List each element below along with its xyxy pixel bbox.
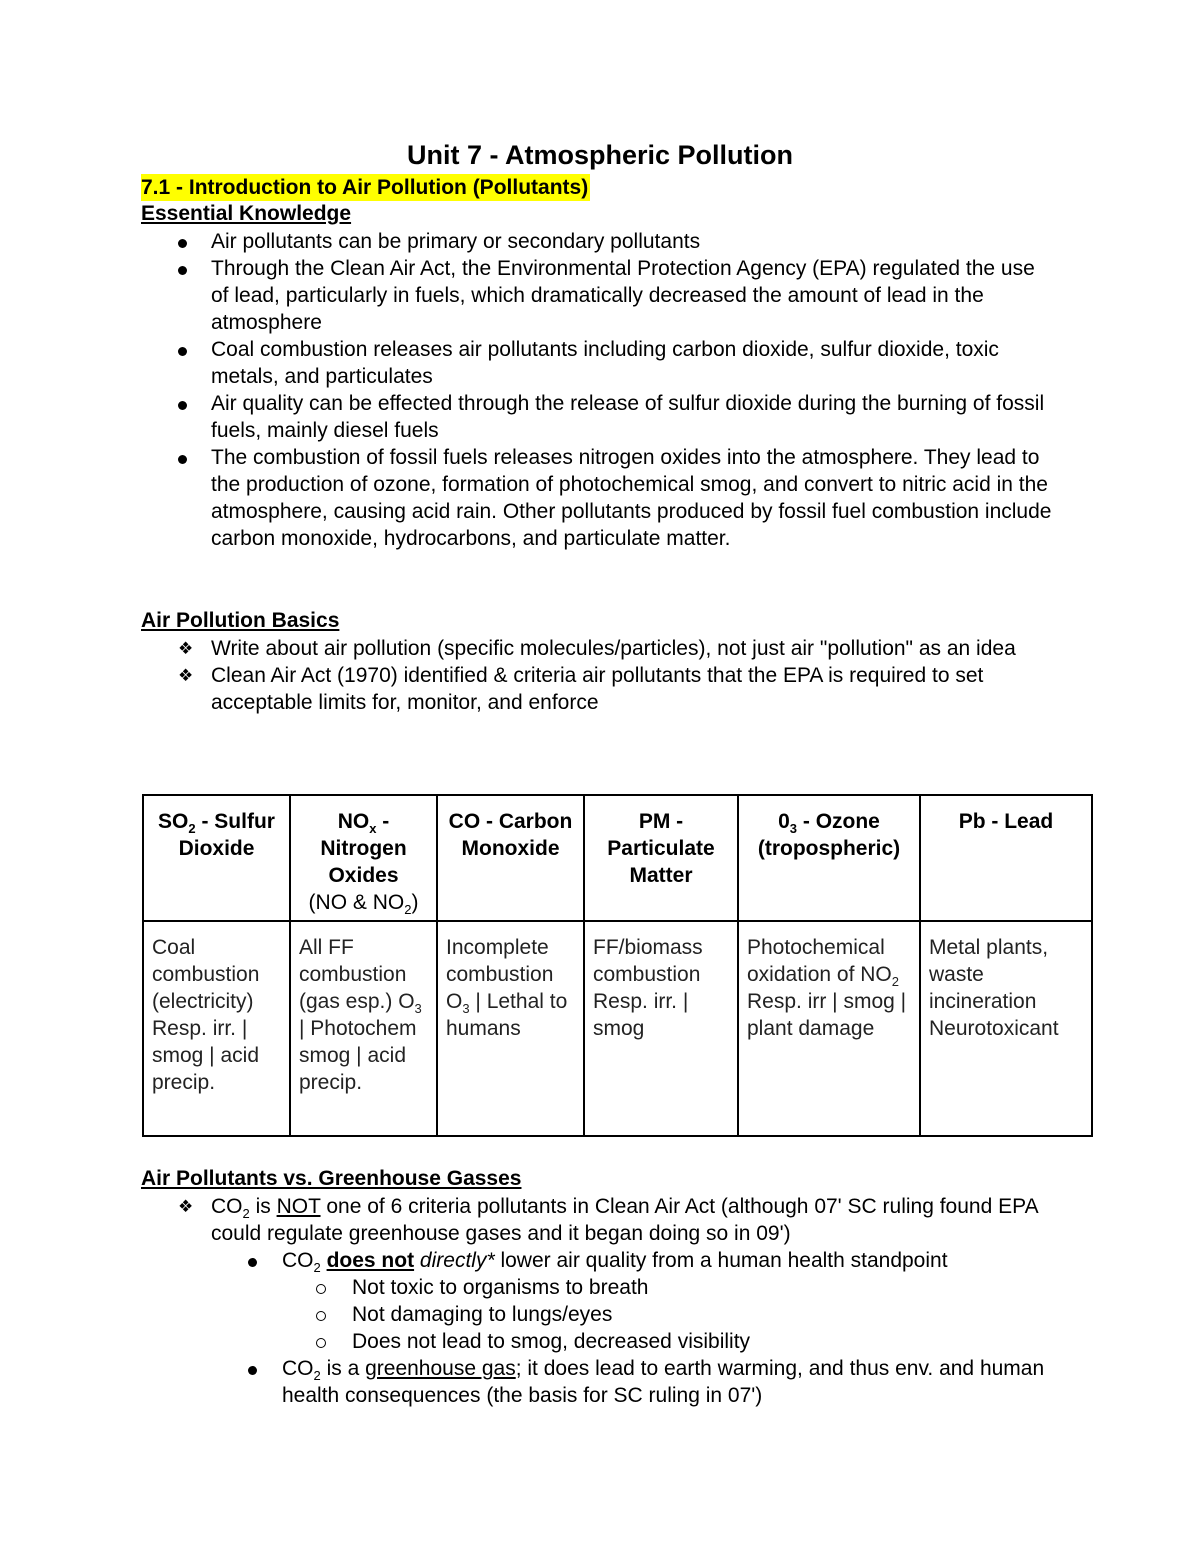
list-item: Coal combustion releases air pollutants including carbon dioxide, sulfur dioxide, toxic metals, and particulates bbox=[0, 336, 1056, 390]
cell-o3: Photochemical oxidation of $NO_2$ Resp. irr | smog | plant damage bbox=[738, 921, 920, 1136]
cell-nox: All FF combustion (gas esp.) $O_3$ | Photochem smog | acid precip. bbox=[290, 921, 437, 1136]
cell-so2: Coal combustion (electricity) Resp. irr. | smog | acid precip. bbox=[143, 921, 290, 1136]
bullet-icon bbox=[178, 347, 187, 356]
list-item: The combustion of fossil fuels releases nitrogen oxides into the atmosphere. They lead to the production of ozone, formation of photochemical smog, and convert to nitric acid in the atmosphere, causing acid rain. Other pollutants produced by fossil fuel combustion include carbon monoxide, hydrocarbons, and particulate matter. bbox=[0, 444, 1056, 552]
diamond-bullet-icon: ❖ bbox=[178, 666, 194, 685]
bullet-icon bbox=[248, 1258, 257, 1267]
table-header-row bbox=[143, 795, 1092, 921]
pollutants-table bbox=[142, 794, 1093, 1137]
bullet-icon bbox=[178, 239, 187, 248]
list-item: Not toxic to organisms to breath bbox=[0, 1274, 1072, 1301]
header-so2: $SO_2$ - Sulfur Dioxide bbox=[143, 795, 290, 921]
ghg-subsublist bbox=[0, 1274, 1072, 1355]
list-item: ❖ $CO_2$ is NOT one of 6 criteria pollutants in Clean Air Act (although 07' SC ruling found EPA could regulate greenhouse gases and it began doing so in 09') bbox=[178, 1195, 1038, 1245]
header-nox: $NO_x$ - Nitrogen Oxides (NO & $NO_2$) bbox=[290, 795, 437, 921]
list-item: Air pollutants can be primary or secondary pollutants bbox=[0, 228, 1056, 255]
table-row bbox=[143, 921, 1092, 1136]
list-item: ❖ Clean Air Act (1970) identified & criteria air pollutants that the EPA is required to set acceptable limits for, monitor, and enforce bbox=[178, 664, 984, 714]
cell-pb: Metal plants, waste incineration Neurotoxicant bbox=[920, 921, 1092, 1136]
list-item: $CO_2$ is a greenhouse gas; it does lead to earth warming, and thus env. and human health consequences (the basis for SC ruling in 07') bbox=[0, 1355, 1082, 1409]
list-item: $CO_2$ does not directly* lower air quality from a human health standpoint bbox=[0, 1247, 1082, 1274]
circle-bullet-icon bbox=[316, 1338, 326, 1348]
bullet-icon bbox=[178, 401, 187, 410]
ghg-sublist bbox=[0, 1247, 1082, 1274]
list-item: Not damaging to lungs/eyes bbox=[0, 1301, 1072, 1328]
bullet-icon bbox=[178, 455, 187, 464]
essential-knowledge-heading: Essential Knowledge bbox=[141, 202, 352, 225]
section-heading: 7.1 - Introduction to Air Pollution (Pollutants) bbox=[141, 176, 589, 199]
bullet-icon bbox=[178, 266, 187, 275]
bullet-icon bbox=[248, 1366, 257, 1375]
header-pm: PM - Particulate Matter bbox=[584, 795, 738, 921]
header-pb: Pb - Lead bbox=[920, 795, 1092, 921]
air-pollution-basics-list bbox=[0, 635, 1056, 716]
ghg-heading: Air Pollutants vs. Greenhouse Gasses bbox=[141, 1167, 522, 1190]
list-item: Does not lead to smog, decreased visibility bbox=[0, 1328, 1072, 1355]
cell-co: Incomplete combustion $O_3$ | Lethal to humans bbox=[437, 921, 584, 1136]
page-title: Unit 7 - Atmospheric Pollution bbox=[406, 140, 793, 170]
header-o3: $0_3$ - Ozone (tropospheric) bbox=[738, 795, 920, 921]
cell-pm: FF/biomass combustion Resp. irr. | smog bbox=[584, 921, 738, 1136]
ghg-sublist-2 bbox=[0, 1355, 1082, 1409]
essential-knowledge-list bbox=[0, 228, 1056, 552]
circle-bullet-icon bbox=[316, 1311, 326, 1321]
air-pollution-basics-heading: Air Pollution Basics bbox=[141, 609, 340, 632]
diamond-bullet-icon: ❖ bbox=[178, 1197, 194, 1216]
ghg-list bbox=[0, 1193, 1056, 1247]
diamond-bullet-icon: ❖ bbox=[178, 639, 194, 658]
list-item: Air quality can be effected through the release of sulfur dioxide during the burning of fossil fuels, mainly diesel fuels bbox=[0, 390, 1056, 444]
list-item: Through the Clean Air Act, the Environmental Protection Agency (EPA) regulated the use of lead, particularly in fuels, which dramatically decreased the amount of lead in the atmosphere bbox=[0, 255, 1056, 336]
list-item: ❖ Write about air pollution (specific molecules/particles), not just air "pollution" as an idea bbox=[178, 637, 1016, 660]
header-co: CO - Carbon Monoxide bbox=[437, 795, 584, 921]
circle-bullet-icon bbox=[316, 1284, 326, 1294]
